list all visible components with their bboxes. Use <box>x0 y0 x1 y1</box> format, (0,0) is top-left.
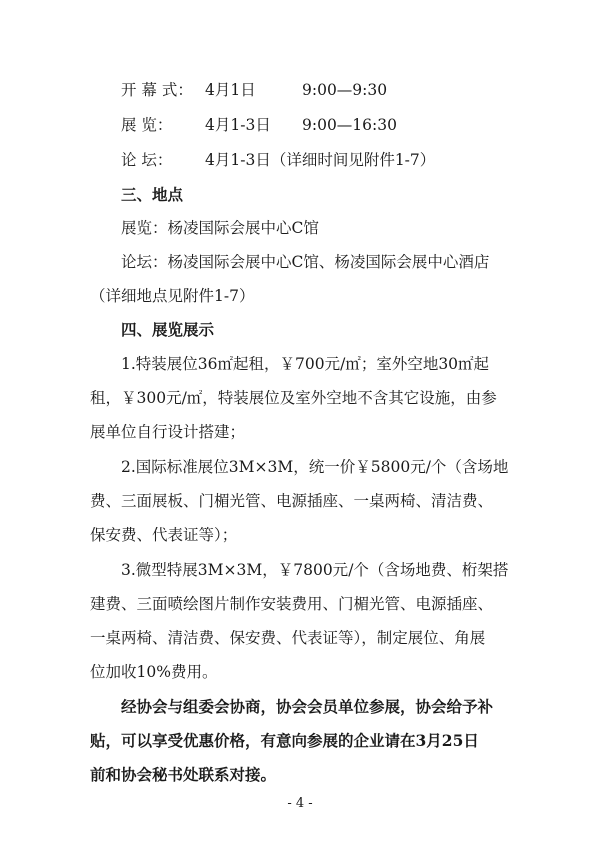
display-item3-line2: 建费、三面喷绘图片制作安装费用、门楣光管、电源插座、 <box>90 595 494 613</box>
location-forum-line1: 论坛：杨凌国际会展中心C馆、杨凌国际会展中心酒店 <box>121 253 490 271</box>
location-heading: 三、地点 <box>121 185 184 204</box>
display-heading: 四、展览展示 <box>121 320 215 339</box>
schedule-opening-date: 4月1日 <box>205 81 256 99</box>
schedule-forum-date: 4月1-3日（详细时间见附件1-7） <box>205 151 436 169</box>
display-item1-line2: 租，￥300元/㎡，特装展位及室外空地不含其它设施，由参 <box>90 389 497 407</box>
notice-line2: 贴，可以享受优惠价格，有意向参展的企业请在3月25日 <box>90 731 479 750</box>
schedule-exhibition-date: 4月1-3日 <box>205 116 271 134</box>
location-forum-line2: （详细地点见附件1-7） <box>90 287 255 305</box>
page-number: - 4 - <box>287 796 313 811</box>
display-item3-line1: 3.微型特展3M×3M，￥7800元/个（含场地费、桁架搭 <box>121 561 509 579</box>
display-item3-line3: 一桌两椅、清洁费、保安费、代表证等），制定展位、角展 <box>90 629 486 647</box>
display-item2-line2: 费、三面展板、门楣光管、电源插座、一桌两椅、清洁费、 <box>90 492 494 510</box>
notice-line1: 经协会与组委会协商，协会会员单位参展，协会给予补 <box>121 697 494 716</box>
display-item1-line3: 展单位自行设计搭建； <box>90 423 246 441</box>
display-item1-line1: 1.特装展位36㎡起租，￥700元/㎡；室外空地30㎡起 <box>121 355 490 373</box>
display-item2-line1: 2.国际标准展位3M×3M，统一价￥5800元/个（含场地 <box>121 458 509 476</box>
display-item3-line4: 位加收10%费用。 <box>90 663 218 681</box>
schedule-opening-time: 9:00—9:30 <box>302 81 388 99</box>
schedule-exhibition-time: 9:00—16:30 <box>302 116 397 134</box>
location-exhibition: 展览：杨凌国际会展中心C馆 <box>121 219 319 237</box>
notice-line3: 前和协会秘书处联系对接。 <box>90 765 277 784</box>
schedule-exhibition-label: 展 览： <box>121 116 173 134</box>
display-item2-line3: 保安费、代表证等）； <box>90 526 238 544</box>
schedule-opening-label: 开 幕 式： <box>121 81 193 99</box>
schedule-forum-label: 论 坛： <box>121 151 173 169</box>
